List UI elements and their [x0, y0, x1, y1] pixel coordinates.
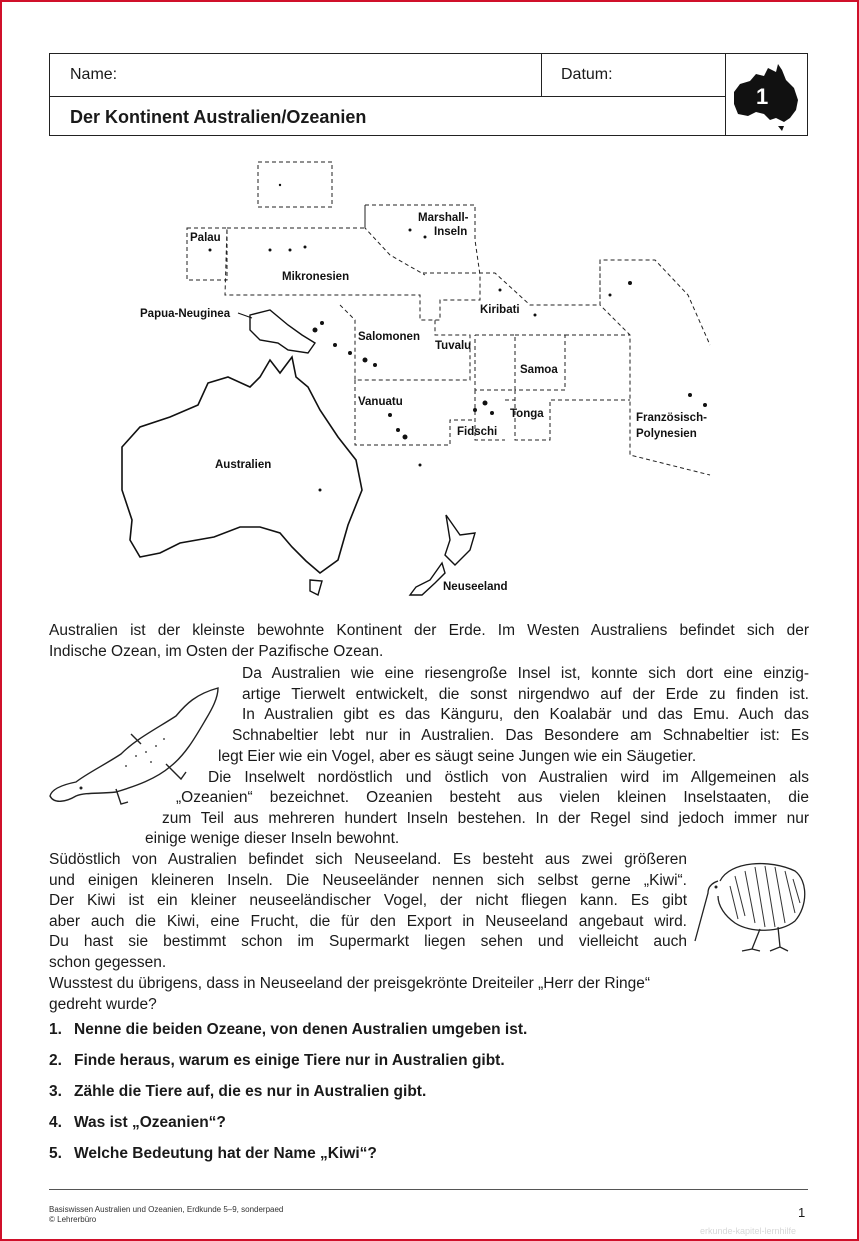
label-vanuatu: Vanuatu [358, 396, 403, 408]
question-number: 5. [49, 1145, 62, 1162]
question-item [49, 1021, 809, 1052]
kiwi-line-7: Wusstest du übrigens, dass in Neuseeland der preisgekrönte Dreiteiler „Herr der Ringe“ [49, 975, 651, 992]
label-fidschi: Fidschi [457, 426, 498, 438]
para-line-2: artige Tierwelt entwickelt, die sonst nirgendwo auf der Erde zu finden ist. [242, 685, 809, 703]
question-item [49, 1083, 809, 1114]
kiwi-paragraph [49, 850, 687, 974]
question-number: 2. [49, 1052, 62, 1069]
kiwi-line-6: schon gegessen. [49, 953, 167, 971]
watermark: erkunde-kapitel-lernhilfe [700, 1226, 797, 1236]
intro-paragraph [49, 621, 809, 662]
footer-copyright: © Lehrerbüro [49, 1215, 97, 1224]
para-line-5: legt Eier wie ein Vogel, aber es säugt seine Jungen wie ein Säugetier. [218, 748, 697, 765]
intro-line-2: Indische Ozean, im Osten der Pazifische Ozean. [49, 642, 384, 660]
new-zealand-north [445, 515, 475, 565]
label-marshall-2: Inseln [434, 226, 468, 238]
question-text: Finde heraus, warum es einige Tiere nur in Australien gibt. [74, 1052, 505, 1069]
label-franz-1: Französisch- [636, 412, 707, 424]
date-label: Datum: [561, 66, 613, 83]
worksheet-header [49, 53, 808, 136]
question-text: Was ist „Ozeanien“? [74, 1114, 226, 1131]
platypus-para-g [145, 829, 809, 850]
label-franz-2: Polynesien [636, 428, 697, 440]
question-item [49, 1114, 809, 1145]
kiwi-line-2: und einigen kleineren Inseln. Die Neuseeländer nennen sich selbst gerne „Kiwi“. [49, 871, 687, 889]
label-palau: Palau [190, 232, 221, 244]
para-line-6: Die Inselwelt nordöstlich und östlich von Australien wird im Allgemeinen als [208, 769, 809, 786]
label-neuseeland: Neuseeland [443, 581, 508, 593]
label-kiribati: Kiribati [480, 304, 520, 316]
kiwi-bird-illustration [690, 851, 810, 956]
label-tonga: Tonga [510, 408, 544, 420]
lotr-paragraph [49, 974, 809, 1015]
question-number: 3. [49, 1083, 62, 1100]
platypus-para-f [162, 809, 809, 830]
label-salomonen: Salomonen [358, 331, 420, 343]
question-list [49, 1021, 809, 1176]
worksheet-title: Der Kontinent Australien/Ozeanien [70, 107, 367, 127]
label-samoa: Samoa [520, 364, 558, 376]
badge-number: 1 [756, 84, 769, 109]
kiwi-line-3: Der Kiwi ist ein kleiner neuseeländischer Vogel, der nicht fliegen kann. Es gibt [49, 892, 687, 910]
question-text: Zähle die Tiere auf, die es nur in Australien gibt. [74, 1083, 427, 1100]
tasmania-outline [310, 580, 322, 595]
para-line-1: Da Australien wie eine riesengroße Insel ist, konnte sich dort eine einzig- [242, 665, 809, 682]
name-label: Name: [70, 66, 118, 83]
kiwi-line-8: gedreht wurde? [49, 995, 157, 1013]
label-tuvalu: Tuvalu [435, 340, 472, 352]
header-top-row [50, 54, 725, 97]
label-papua: Papua-Neuginea [140, 308, 231, 320]
label-marshall-1: Marshall- [418, 212, 469, 224]
new-zealand-south [410, 563, 445, 595]
platypus-para-c [218, 747, 809, 768]
intro-line-1: Australien ist der kleinste bewohnte Kontinent der Erde. Im Westen Australiens befindet sich der [49, 622, 809, 639]
question-text: Nenne die beiden Ozeane, von denen Australien umgeben ist. [74, 1021, 528, 1038]
platypus-para-b [232, 726, 809, 747]
platypus-para-a [242, 664, 809, 726]
label-australien: Australien [215, 459, 272, 471]
platypus-para-d [208, 768, 809, 789]
question-item [49, 1145, 809, 1176]
kiwi-line-1: Südöstlich von Australien befindet sich Neuseeland. Es besteht aus zwei größeren [49, 851, 687, 868]
kiwi-line-5: Du hast sie bestimmt schon im Supermarkt liegen sehen und vielleicht auch [49, 933, 687, 951]
platypus-para-e [176, 788, 809, 809]
kiwi-line-4: aber auch die Kiwi, eine Frucht, die für den Export in Neuseeland angebaut wird. [49, 912, 687, 930]
label-mikronesien: Mikronesien [282, 271, 350, 283]
para-line-7: „Ozeanien“ bezeichnet. Ozeanien besteht aus vielen kleinen Inselstaaten, die [176, 789, 809, 806]
question-number: 1. [49, 1021, 62, 1038]
footer-divider [49, 1189, 808, 1190]
para-line-9: einige wenige dieser Inseln bewohnt. [145, 830, 400, 847]
question-text: Welche Bedeutung hat der Name „Kiwi“? [74, 1145, 377, 1162]
footer-credits [49, 1205, 283, 1225]
page-number: 1 [798, 1205, 806, 1220]
para-line-3: In Australien gibt es das Känguru, den Koalabär und das Emu. Auch das [242, 706, 809, 724]
map-borders [187, 162, 710, 475]
oceania-map [110, 155, 720, 600]
footer-source: Basiswissen Australien und Ozeanien, Erdkunde 5–9, sonderpaed [49, 1205, 284, 1214]
para-line-4: Schnabeltier lebt nur in Australien. Das Besondere am Schnabeltier ist: Es [232, 727, 809, 744]
question-item [49, 1052, 809, 1083]
para-line-8: zum Teil aus mehreren hundert Inseln bestehen. In der Regel sind jedoch immer nur [162, 810, 809, 827]
name-cell [50, 54, 542, 96]
question-number: 4. [49, 1114, 62, 1131]
logo-cell [725, 54, 808, 135]
papua-outline [250, 310, 315, 353]
